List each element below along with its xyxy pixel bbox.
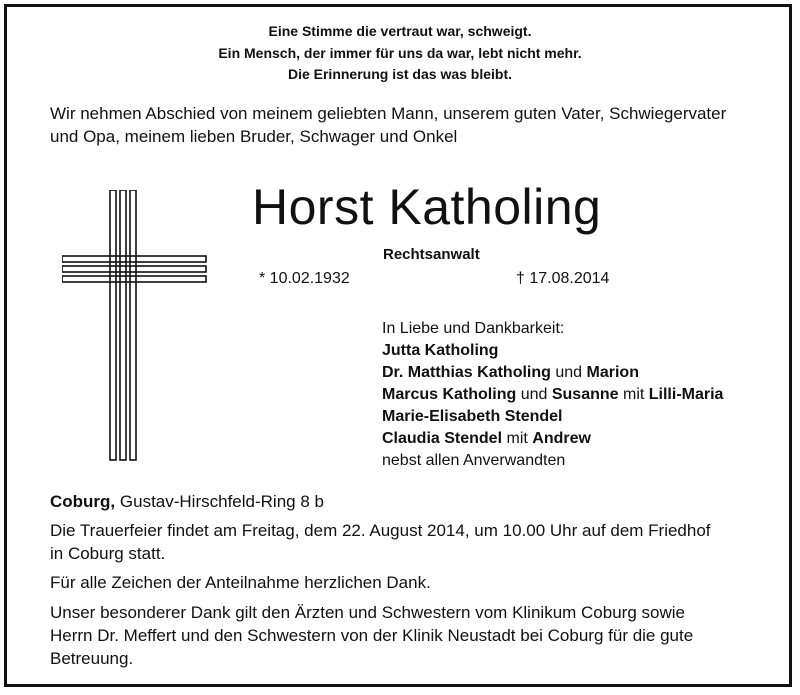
mourner-row: [382, 384, 723, 406]
special-thanks-line: Herrn Dr. Meffert und den Schwestern von der Klinik Neustadt bei Coburg für die gute: [50, 626, 694, 645]
mourner-row: [382, 428, 723, 450]
poem: [0, 21, 800, 86]
cross-icon: [62, 190, 208, 462]
mourner-name: Jutta Katholing: [382, 342, 499, 359]
funeral-info-line: Die Trauerfeier findet am Freitag, dem 22. August 2014, um 10.00 Uhr auf dem Friedhof: [50, 521, 711, 540]
mourners-closing: nebst allen Anverwandten: [382, 452, 566, 469]
mourner-name: Marie-Elisabeth Stendel: [382, 408, 563, 425]
mourner-row: [382, 406, 723, 428]
poem-line: Eine Stimme die vertraut war, schweigt.: [268, 23, 532, 39]
mourner-name: Marcus Katholing: [382, 386, 517, 403]
intro-line: Wir nehmen Abschied von meinem geliebten Mann, unserem guten Vater, Schwiegervater: [50, 104, 727, 123]
mourner-name: Lilli-Maria: [648, 386, 724, 403]
mourner-row: [382, 362, 723, 384]
mourner-name: Susanne: [551, 386, 619, 403]
mourner-name: Marion: [586, 364, 639, 381]
special-thanks-line: Betreuung.: [50, 649, 134, 668]
mourner-name: Claudia Stendel: [382, 430, 503, 447]
mourner-row: [382, 340, 723, 362]
conjunction: mit: [622, 386, 645, 403]
address-street: Gustav-Hirschfeld-Ring 8 b: [119, 492, 324, 511]
poem-line: Die Erinnerung ist das was bleibt.: [287, 66, 513, 82]
conjunction: und: [520, 386, 548, 403]
funeral-info-line: in Coburg statt.: [50, 544, 166, 563]
mourner-name: Dr. Matthias Katholing: [382, 364, 551, 381]
mourner-name: Andrew: [532, 430, 591, 447]
death-date: † 17.08.2014: [516, 270, 610, 287]
deceased-profession: Rechtsanwalt: [383, 246, 480, 263]
birth-date: * 10.02.1932: [259, 270, 350, 287]
address: [50, 491, 324, 514]
conjunction: mit: [506, 430, 528, 447]
address-city: Coburg,: [50, 492, 116, 511]
mourners-list: [382, 318, 723, 472]
thanks-text: Für alle Zeichen der Anteilnahme herzlichen Dank.: [50, 573, 431, 592]
conjunction: und: [555, 364, 583, 381]
deceased-name: Horst Katholing: [252, 179, 602, 235]
intro-line: und Opa, meinem lieben Bruder, Schwager und Onkel: [50, 127, 458, 146]
mourners-intro: In Liebe und Dankbarkeit:: [382, 320, 565, 337]
poem-line: Ein Mensch, der immer für uns da war, lebt nicht mehr.: [218, 44, 582, 61]
special-thanks-line: Unser besonderer Dank gilt den Ärzten und Schwestern vom Klinikum Coburg sowie: [50, 603, 685, 622]
